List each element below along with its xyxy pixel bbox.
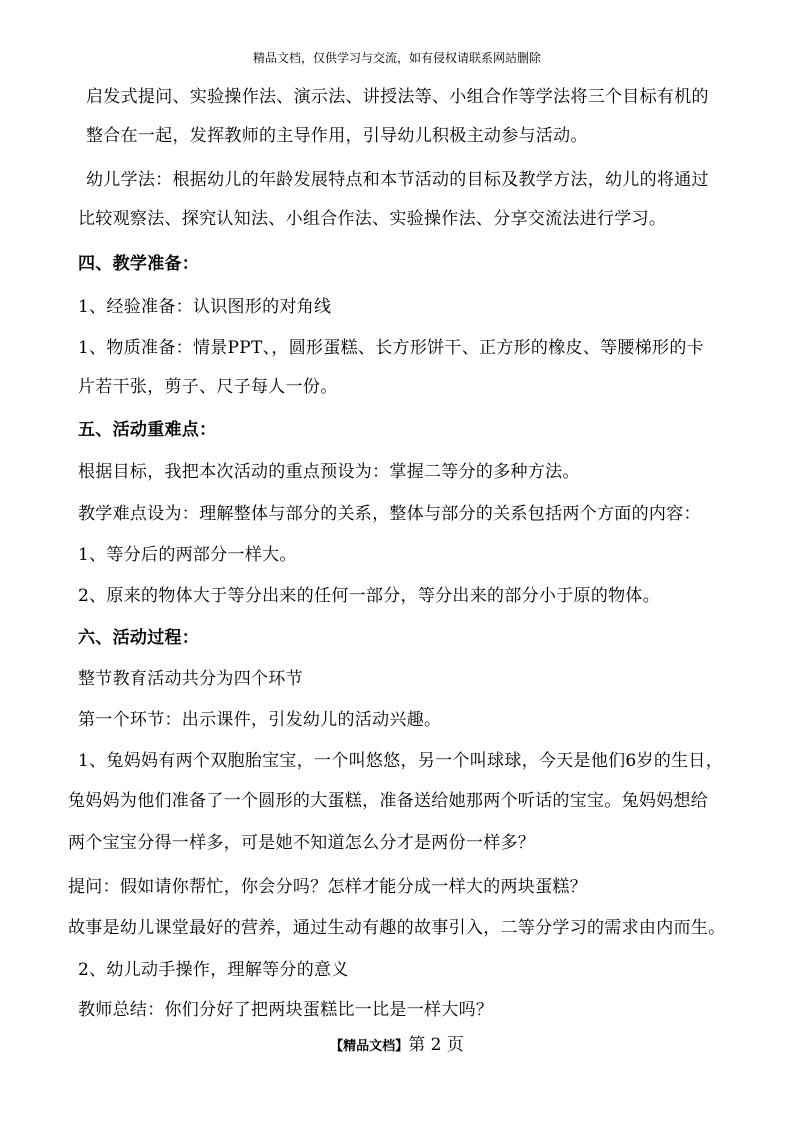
body-line: 教学难点设为：理解整体与部分的关系，整体与部分的关系包括两个方面的内容： [78, 504, 701, 524]
page-number: 第 2 页 [408, 1035, 464, 1055]
body-line: 第一个环节：出示课件，引发幼儿的活动兴趣。 [78, 710, 442, 730]
body-line: 提问：假如请你帮忙，你会分吗？怎样才能分成一样大的两块蛋糕？ [68, 877, 587, 897]
page-footer [0, 1034, 794, 1058]
body-line: 根据目标，我把本次活动的重点预设为：掌握二等分的多种方法。 [78, 462, 580, 482]
body-line: 1、物质准备：情景PPT、，圆形蛋糕、长方形饼干、正方形的橡皮、等腰梯形的卡 [78, 338, 704, 358]
body-line: 启发式提问、实验操作法、演示法、讲授法等、小组合作等学法将三个目标有机的 [86, 87, 709, 107]
body-line: 兔妈妈为他们准备了一个圆形的大蛋糕，准备送给她那两个听话的宝宝。兔妈妈想给 [68, 791, 709, 811]
body-line: 幼儿学法：根据幼儿的年龄发展特点和本节活动的目标及教学方法，幼儿的将通过 [86, 170, 709, 190]
body-line: 比较观察法、探究认知法、小组合作法、实验操作法、分享交流法进行学习。 [78, 209, 667, 229]
body-line: 2、原来的物体大于等分出来的任何一部分，等分出来的部分小于原的物体。 [78, 586, 661, 606]
body-line: 整合在一起，发挥教师的主导作用，引导幼儿积极主动参与活动。 [86, 126, 588, 146]
body-line: 1、经验准备：认识图形的对角线 [78, 297, 332, 317]
header-note: 精品文档，仅供学习与交流，如有侵权请联系网站删除 [252, 51, 541, 65]
section-heading-6: 六、活动过程： [78, 628, 200, 648]
section-heading-4: 四、教学准备： [78, 254, 200, 274]
body-line: 故事是幼儿课堂最好的营养，通过生动有趣的故事引入，二等分学习的需求由内而生。 [68, 918, 726, 938]
footer-label: 【精品文档】 [330, 1039, 409, 1054]
section-heading-5: 五、活动重难点： [78, 420, 217, 440]
body-line: 教师总结：你们分好了把两块蛋糕比一比是一样大吗？ [78, 1000, 494, 1020]
body-line: 整节教育活动共分为四个环节 [78, 669, 303, 689]
body-line: 1、等分后的两部分一样大。 [78, 545, 297, 565]
body-line: 片若干张，剪子、尺子每人一份。 [78, 377, 338, 397]
body-line: 2、幼儿动手操作，理解等分的意义 [78, 960, 349, 980]
body-line: 1、兔妈妈有两个双胞胎宝宝，一个叫悠悠，另一个叫球球，今天是他们6岁的生日， [78, 751, 724, 771]
body-line: 两个宝宝分得一样多，可是她不知道怎么分才是两份一样多？ [68, 833, 536, 853]
